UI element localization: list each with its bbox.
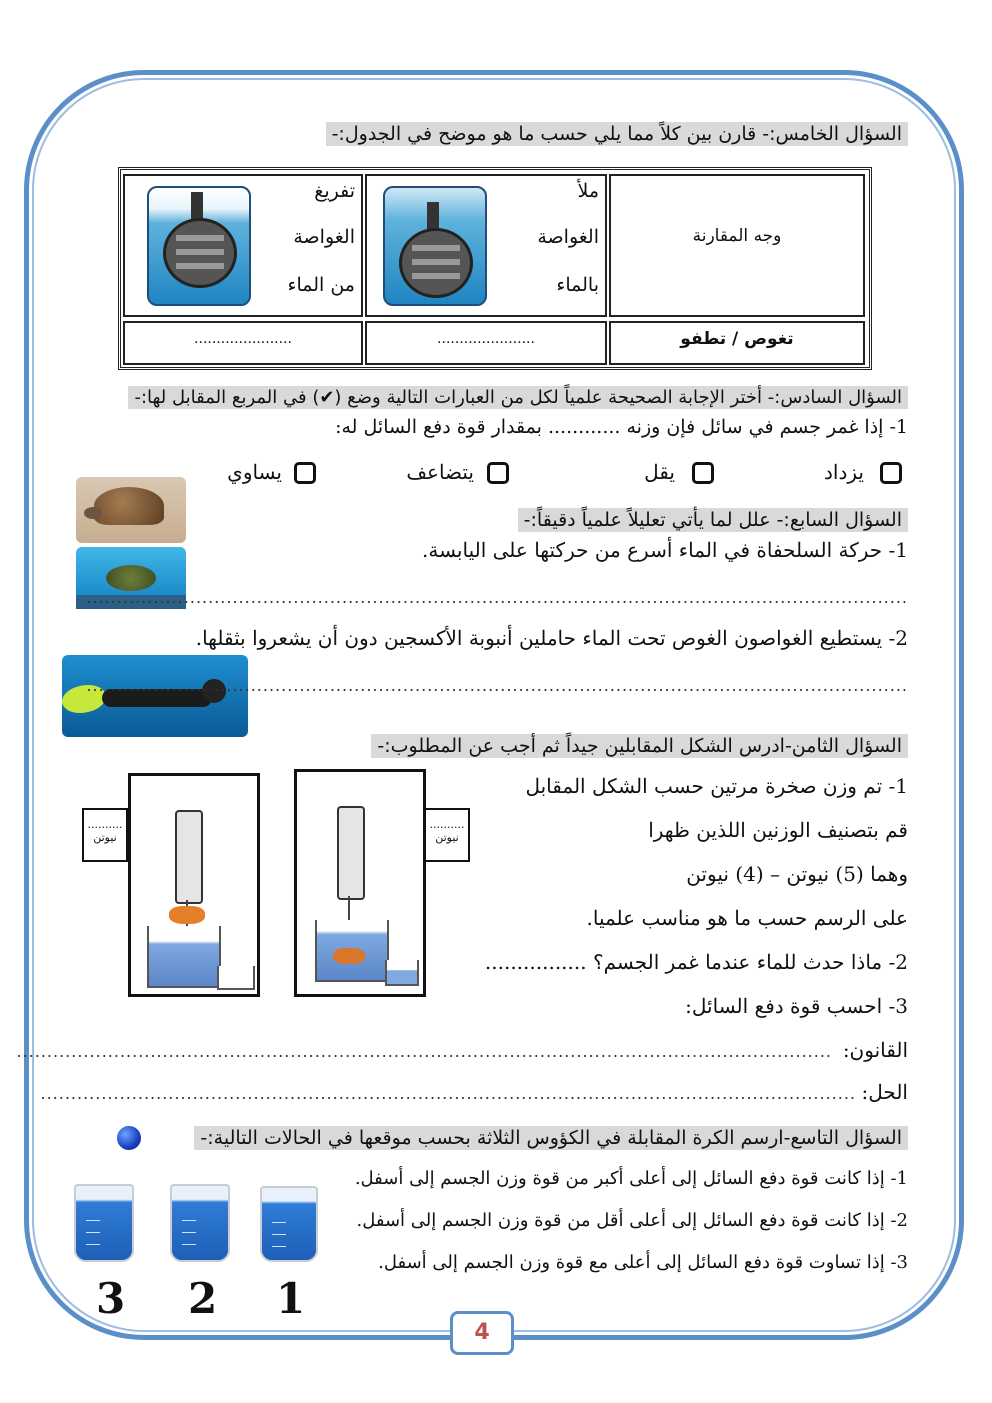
q8-line-3: وهما (5) نيوتن – (4) نيوتن bbox=[686, 862, 908, 886]
empty-line-3: من الماء bbox=[287, 274, 355, 296]
row-label: تغوص / تطفو bbox=[680, 329, 794, 349]
option-double-label: يتضاعف bbox=[406, 460, 474, 484]
aspect-cell bbox=[609, 174, 865, 317]
q7-answer-line-2[interactable]: ....................................................................................................................................... bbox=[86, 676, 908, 695]
diver-photo bbox=[62, 655, 248, 737]
q8-line-4: على الرسم حسب ما هو مناسب علميا. bbox=[586, 906, 908, 930]
q8-line-6: 3- احسب قوة دفع السائل: bbox=[685, 994, 908, 1018]
beaker-number-1: 1 bbox=[276, 1274, 306, 1323]
option-decrease-label: يقل bbox=[644, 460, 675, 484]
fill-line-1: ملأ bbox=[577, 180, 599, 202]
fill-line-3: بالماء bbox=[556, 274, 599, 296]
row-label-cell bbox=[609, 321, 865, 365]
scale-tag-water[interactable] bbox=[424, 808, 470, 862]
option-double-checkbox[interactable] bbox=[487, 462, 509, 484]
empty-line-2: الغواصة bbox=[293, 226, 355, 248]
option-equal-label: يساوي bbox=[227, 460, 282, 484]
answer-blank-fill: ...................... bbox=[437, 331, 535, 347]
q6-item: 1- إذا غمر جسم في سائل فإن وزنه ............ بمقدار قوة دفع السائل له: bbox=[335, 416, 908, 438]
q8-line-5: 2- ماذا حدث للماء عندما غمر الجسم؟ ................ bbox=[484, 950, 908, 974]
solution-answer-line[interactable]: ...................................................................................................................................... bbox=[40, 1084, 856, 1103]
scale-panel-air bbox=[128, 773, 260, 997]
answer-cell-fill[interactable] bbox=[365, 321, 607, 365]
solution-label: الحل: bbox=[861, 1080, 908, 1104]
q8-line-2: قم بتصنيف الوزنين اللذين ظهرا bbox=[648, 818, 908, 842]
q9-item-1: 1- إذا كانت قوة دفع السائل إلى أعلى أكبر من قوة وزن الجسم إلى أسفل. bbox=[354, 1168, 908, 1189]
scale-tag-air[interactable] bbox=[82, 808, 128, 862]
beaker-number-2: 2 bbox=[188, 1274, 218, 1323]
tortoise-land-photo bbox=[76, 477, 186, 543]
option-increase-checkbox[interactable] bbox=[880, 462, 902, 484]
answer-blank-empty: ...................... bbox=[194, 331, 292, 347]
beaker-number-3: 3 bbox=[96, 1274, 126, 1323]
fill-line-2: الغواصة bbox=[537, 226, 599, 248]
empty-line-1: تفريغ bbox=[314, 180, 355, 202]
option-decrease-checkbox[interactable] bbox=[692, 462, 714, 484]
beaker-1[interactable] bbox=[260, 1186, 318, 1262]
q8-line-1: 1- تم وزن صخرة مرتين حسب الشكل المقابل bbox=[525, 774, 908, 798]
q8-heading: السؤال الثامن-ادرس الشكل المقابلين جيداً ثم أجب عن المطلوب:- bbox=[371, 734, 908, 758]
q7-item-1: 1- حركة السلحفاة في الماء أسرع من حركتها على اليابسة. bbox=[422, 538, 908, 562]
q9-item-3: 3- إذا تساوت قوة دفع السائل إلى أعلى مع قوة وزن الجسم إلى أسفل. bbox=[378, 1252, 908, 1273]
law-label: القانون: bbox=[842, 1038, 908, 1062]
page-number: 4 bbox=[450, 1311, 514, 1355]
empty-cell bbox=[123, 174, 363, 317]
option-increase-label: يزداد bbox=[824, 460, 864, 484]
scale-tag-air-dots: .......... bbox=[87, 818, 123, 831]
option-equal-checkbox[interactable] bbox=[294, 462, 316, 484]
submarine-floating-image bbox=[147, 186, 251, 306]
q7-item-2: 2- يستطيع الغواصون الغوص تحت الماء حاملين أنبوبة الأكسجين دون أن يشعروا بثقلها. bbox=[195, 626, 908, 650]
submarine-sinking-image bbox=[383, 186, 487, 306]
q7-heading: السؤال السابع:- علل لما يأتي تعليلاً علمياً دقيقاً:- bbox=[518, 508, 908, 532]
q9-heading: السؤال التاسع-ارسم الكرة المقابلة في الكؤوس الثلاثة بحسب موقعها في الحالات التالية:- bbox=[194, 1126, 908, 1150]
q5-heading: السؤال الخامس:- قارن بين كلاً مما يلي حسب ما هو موضح في الجدول:- bbox=[326, 122, 908, 146]
fill-cell bbox=[365, 174, 607, 317]
answer-cell-empty[interactable] bbox=[123, 321, 363, 365]
beaker-2[interactable] bbox=[170, 1184, 230, 1262]
aspect-label: وجه المقارنة bbox=[692, 226, 782, 246]
beaker-3[interactable] bbox=[74, 1184, 134, 1262]
scale-tag-water-unit: نيوتن bbox=[435, 831, 459, 844]
scale-tag-water-dots: .......... bbox=[429, 818, 465, 831]
q6-heading: السؤال السادس:- أختر الإجابة الصحيحة علمياً لكل من العبارات التالية وضع (✔) في المربع المقابل لها:- bbox=[128, 386, 908, 409]
q9-item-2: 2- إذا كانت قوة دفع السائل إلى أعلى أقل من قوة وزن الجسم إلى أسفل. bbox=[356, 1210, 908, 1231]
scale-tag-air-unit: نيوتن bbox=[93, 831, 117, 844]
scale-panel-water bbox=[294, 769, 426, 997]
law-answer-line[interactable]: ...................................................................................................................................... bbox=[16, 1042, 832, 1061]
comparison-table bbox=[118, 167, 872, 370]
q7-answer-line-1[interactable]: ....................................................................................................................................... bbox=[86, 588, 908, 607]
ball-icon bbox=[117, 1126, 141, 1150]
